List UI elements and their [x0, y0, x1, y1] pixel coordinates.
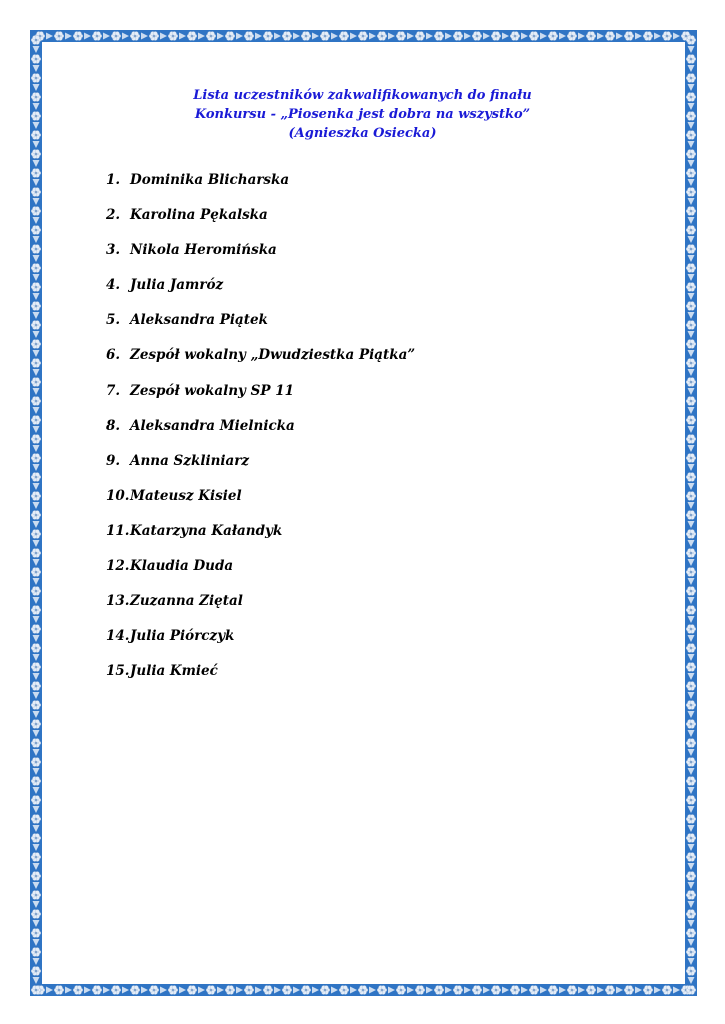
list-item	[106, 521, 415, 556]
title-line-1: Lista uczestników zakwalifikowanych do finału	[193, 88, 532, 103]
title-line-2: Konkursu - „Piosenka jest dobra na wszystko”	[194, 107, 531, 122]
item-number: 4.	[106, 277, 121, 294]
list-item	[106, 556, 415, 591]
list-item	[106, 626, 415, 661]
participant-name: Nikola Heromińska	[130, 242, 277, 259]
item-number: 15.	[106, 663, 130, 680]
item-number: 10.	[106, 487, 130, 504]
participant-list	[106, 170, 415, 696]
document-title	[110, 86, 615, 143]
participant-name: Aleksandra Piątek	[130, 312, 268, 329]
item-number: 6.	[106, 347, 121, 364]
list-item	[106, 451, 415, 486]
participant-name: Mateusz Kisiel	[130, 487, 242, 504]
item-number: 13.	[106, 593, 130, 610]
item-number: 2.	[106, 207, 121, 224]
item-number: 7.	[106, 382, 121, 399]
participant-name: Zespół wokalny „Dwudziestka Piątka”	[130, 347, 416, 364]
participant-name: Karolina Pękalska	[130, 207, 268, 224]
list-item	[106, 661, 415, 696]
list-item	[106, 205, 415, 240]
participant-name: Aleksandra Mielnicka	[130, 417, 295, 434]
item-number: 14.	[106, 628, 130, 645]
title-line-3: (Agnieszka Osiecka)	[288, 126, 437, 141]
item-number: 1.	[106, 172, 121, 188]
list-item	[106, 381, 415, 416]
list-item	[106, 416, 415, 451]
participant-name: Katarzyna Kałandyk	[130, 522, 283, 539]
participant-name: Julia Jamróz	[130, 277, 224, 294]
item-number: 12.	[106, 558, 130, 575]
item-number: 11.	[106, 522, 130, 539]
list-item	[106, 345, 415, 380]
participant-name: Zuzanna Ziętal	[130, 593, 243, 610]
participant-name: Klaudia Duda	[130, 558, 234, 575]
list-item	[106, 591, 415, 626]
list-item	[106, 240, 415, 275]
participant-name: Zespół wokalny SP 11	[130, 382, 294, 399]
participant-name: Julia Kmieć	[130, 663, 218, 680]
participant-name: Julia Piórczyk	[130, 628, 235, 645]
item-number: 3.	[106, 242, 121, 259]
participant-name: Anna Szkliniarz	[130, 452, 250, 469]
list-item	[106, 170, 415, 205]
item-number: 9.	[106, 452, 121, 469]
list-item	[106, 486, 415, 521]
participant-name: Dominika Blicharska	[130, 172, 290, 188]
list-item	[106, 310, 415, 345]
item-number: 5.	[106, 312, 121, 329]
list-item	[106, 275, 415, 310]
item-number: 8.	[106, 417, 121, 434]
